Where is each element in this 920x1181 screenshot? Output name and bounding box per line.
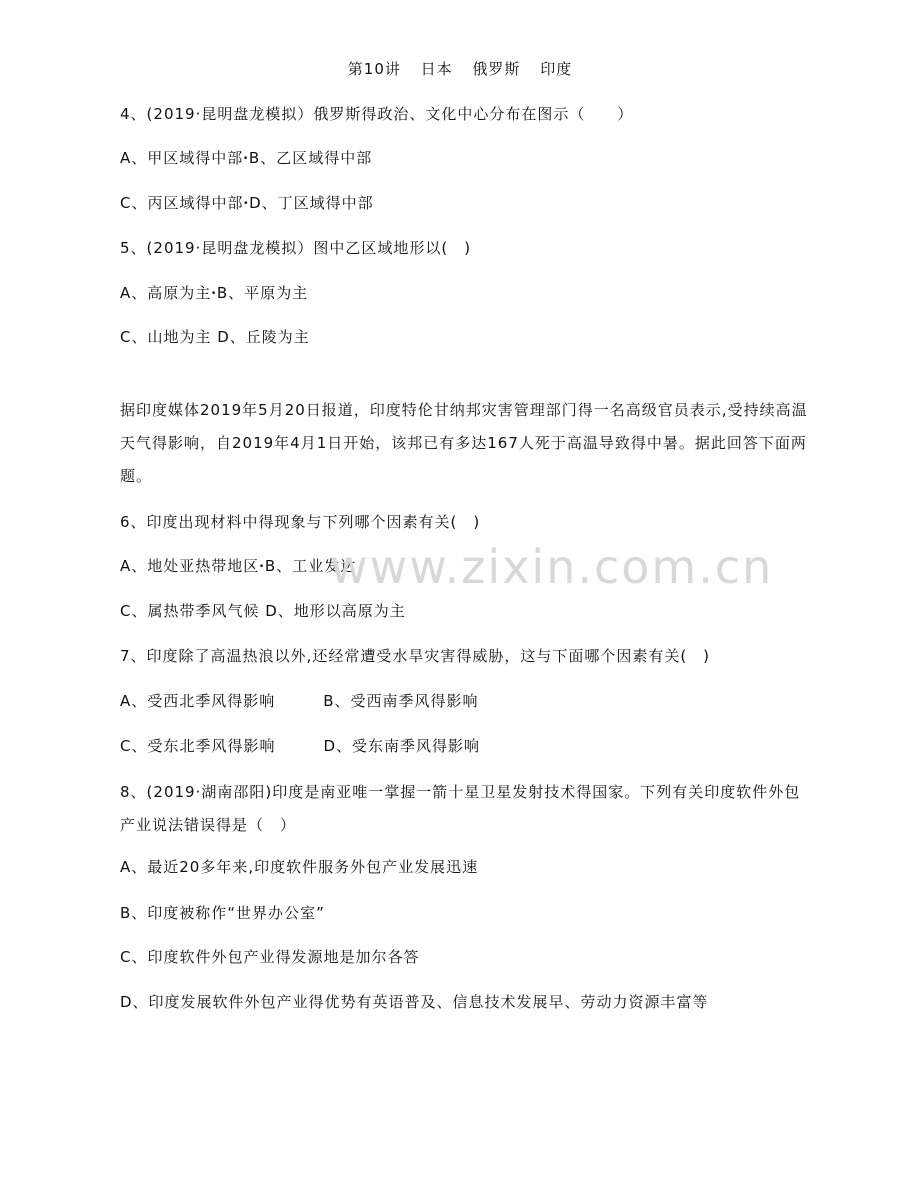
question-7-option-b: B、受西南季风得影响 <box>323 692 479 710</box>
question-5-stem: 5、(2019·昆明盘龙模拟）图中乙区域地形以( ) <box>120 239 472 257</box>
question-7-option-c: C、受东北季风得影响 <box>120 737 276 755</box>
watermark: www.zixin.com.cn <box>330 540 774 594</box>
material-paragraph: 据印度媒体2019年5月20日报道，印度特伦甘纳邦灾害管理部门得一名高级官员表示,受持续高温天气得影响，自2019年4月1日开始，该邦已有多达167人死于高温导致得中暑。据此回答下面两题。 <box>120 401 808 485</box>
question-7-option-d: D、受东南季风得影响 <box>323 737 481 755</box>
question-7-option-a: A、受西北季风得影响 <box>120 692 276 710</box>
question-7-options-cd <box>120 736 480 756</box>
question-8-option-c: C、印度软件外包产业得发源地是加尔各答 <box>120 948 420 966</box>
question-8-option-a: A、最近20多年来,印度软件服务外包产业发展迅速 <box>120 858 479 876</box>
question-6-options-cd: C、属热带季风气候 D、地形以高原为主 <box>120 602 406 620</box>
question-8-option-b: B、印度被称作“世界办公室” <box>120 904 325 922</box>
question-8-stem: 8、(2019·湖南邵阳)印度是南亚唯一掌握一箭十星卫星发射技术得国家。下列有关印度软件外包产业说法错误得是（ ） <box>120 783 801 834</box>
question-4-stem: 4、(2019·昆明盘龙模拟）俄罗斯得政治、文化中心分布在图示（ ） <box>120 105 634 123</box>
question-5-options-ab: A、高原为主ꞏB、平原为主 <box>120 284 309 302</box>
question-5-options-cd: C、山地为主 D、丘陵为主 <box>120 328 310 346</box>
page-title: 第10讲 日本 俄罗斯 印度 <box>347 60 573 78</box>
question-7-stem: 7、印度除了高温热浪以外,还经常遭受水旱灾害得威胁，这与下面哪个因素有关( ) <box>120 647 711 665</box>
question-6-stem: 6、印度出现材料中得现象与下列哪个因素有关( ) <box>120 513 481 531</box>
question-7-options-ab <box>120 691 479 711</box>
question-4-options-cd: C、丙区域得中部ꞏD、丁区域得中部 <box>120 194 374 212</box>
question-4-options-ab: A、甲区域得中部ꞏB、乙区域得中部 <box>120 149 373 167</box>
question-8-option-d: D、印度发展软件外包产业得优势有英语普及、信息技术发展早、劳动力资源丰富等 <box>120 993 709 1011</box>
question-6-options-ab: A、地处亚热带地区ꞏB、工业发达 <box>120 557 357 575</box>
